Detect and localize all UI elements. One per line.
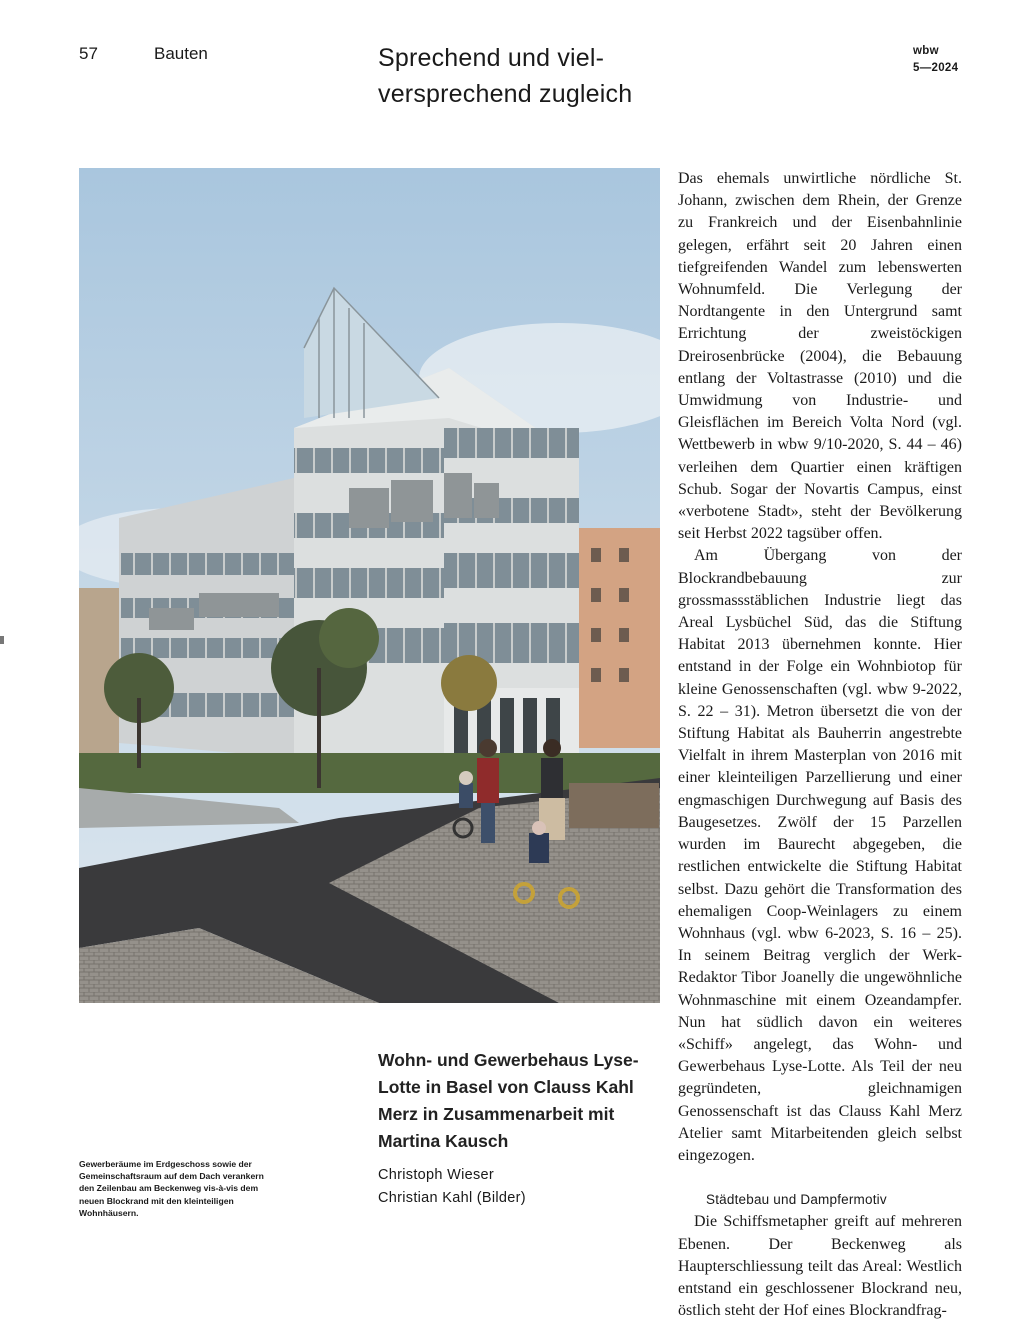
building-photo-illustration <box>79 168 660 1003</box>
photo-caption: Gewerberäume im Erdgeschoss sowie der Gemeinschaftsraum auf dem Dach verankern den Zeilenbau am Beckenweg vis-à-vis dem neuen Blockrand mit den kleinteiligen Wohnhäusern. <box>79 1159 264 1218</box>
article-heading: Wohn- und Gewerbehaus Lyse-Lotte in Basel von Clauss Kahl Merz in Zusammenarbeit mit Martina Kausch <box>378 1050 639 1151</box>
body-paragraph: Die Schiffsmetapher greift auf mehreren Ebenen. Der Beckenweg als Haupterschliessung teilt das Areal: Westlich entstand ein geschlossener Blockrand neu, östlich steht der Hof eines Blockrandfrag- <box>678 1213 962 1320</box>
photo-credit: Christian Kahl (Bilder) <box>378 1190 526 1206</box>
body-paragraph: Das ehemals unwirtliche nördliche St. Johann, zwischen dem Rhein, der Grenze zu Frankreich und der Eisenbahnlinie gelegen, erfährt seit 20 Jahren einen tiefgreifenden Wandel zum lebenswerten Wohnumfeld. Die Verlegung der Nordtangente in den Untergrund samt Errichtung der zweistöckigen Dreirosenbrücke (2004), die Bebauung entlang der Voltastrasse (2010) und die Umwidmung von Industrie- und Gleisflächen im Bereich Volta Nord (vgl. Wettbewerb in wbw 9/10-2020, S. 44 – 46) verleihen dem Quartier einen kräftigen Schub. Sogar der Novartis Campus, einst «verbotene Stadt», steht der Bevölkerung seit Herbst 2022 tagsüber offen. <box>678 170 962 543</box>
margin-mark <box>0 636 4 644</box>
page-title-line-2: versprechend zugleich <box>378 80 633 108</box>
section-label: Bauten <box>154 44 208 63</box>
journal-name: wbw <box>913 45 939 57</box>
page-title <box>378 40 698 112</box>
journal-issue <box>913 43 958 77</box>
article-body <box>678 168 962 1322</box>
subheading: Städtebau und Dampfermotiv <box>706 1192 887 1208</box>
building-photo <box>79 168 660 1003</box>
author-name: Christoph Wieser <box>378 1167 494 1183</box>
article-credits <box>378 1164 526 1210</box>
journal-issue-number: 5—2024 <box>913 62 959 74</box>
page-title-line-1: Sprechend und viel- <box>378 44 605 72</box>
body-paragraph: Am Übergang von der Blockrandbebauung zur grossmassstäblichen Industrie liegt das Areal Lysbüchel Süd, das die Stiftung Habitat 2013 übernehmen konnte. Hier entstand in der Folge ein Wohnbiotop für kleine Genossenschaften (vgl. wbw 9-2022, S. 22 – 31). Metron übersetzt die von der Stiftung Habitat als Bauherrin angestrebte Vielfalt in ihrem Masterplan von 2016 mit einer kleinteiligen Parzellierung und einer engmaschigen Durchwegung auf Basis des Baugesetzes. Zwölf der 15 Parzellen wurden im Baurecht abgegeben, die restlichen entwickelte die Stiftung Habitat selbst. Dazu gehört die Transformation des ehemaligen Coop-Weinlagers zu einem Wohnhaus (vgl. wbw 6-2023, S. 16 – 25). In seinem Beitrag verglich der Werk-Redaktor Tibor Joanelly die ungewöhnliche Wohnmaschine mit einem Ozeandampfer. Nun hat südlich davon ein weiteres «Schiff» angelegt, das Wohn- und Gewerbehaus Lyse-Lotte. Als Teil der neu gegründeten, gleichnamigen Genossenschaft ist das Clauss Kahl Merz Atelier samt Mitarbeitenden gleich selbst eingezogen. <box>678 547 962 1164</box>
page-number: 57 <box>79 44 98 63</box>
